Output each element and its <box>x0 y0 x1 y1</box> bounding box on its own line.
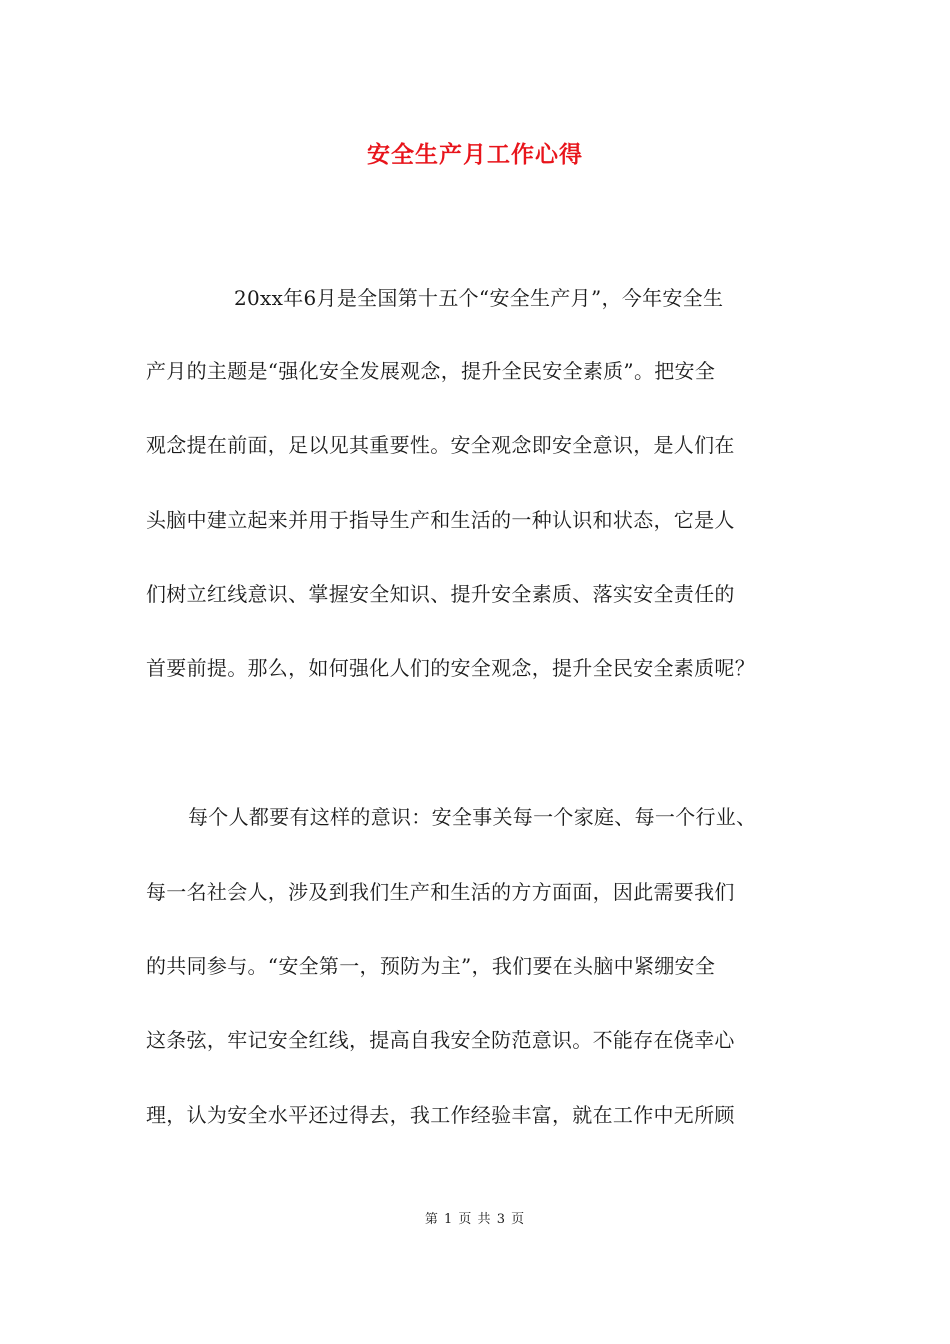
paragraph-1-line-3: 观念提在前面，足以见其重要性。安全观念即安全意识，是人们在 <box>146 433 735 457</box>
paragraph-2-line-5: 理，认为安全水平还过得去，我工作经验丰富，就在工作中无所顾 <box>146 1103 735 1127</box>
paragraph-2-line-3: 的共同参与。“安全第一，预防为主”，我们要在头脑中紧绷安全 <box>146 954 716 978</box>
paragraph-2-line-4: 这条弦，牢记安全红线，提高自我安全防范意识。不能存在侥幸心 <box>146 1028 735 1052</box>
paragraph-2-line-2: 每一名社会人，涉及到我们生产和生活的方方面面，因此需要我们 <box>146 880 735 904</box>
page-number-footer: 第 1 页 共 3 页 <box>424 1212 526 1227</box>
paragraph-1-line-6: 首要前提。那么，如何强化人们的安全观念，提升全民安全素质呢？ <box>146 656 755 680</box>
paragraph-1-line-5: 们树立红线意识、掌握安全知识、提升安全素质、落实安全责任的 <box>146 582 735 606</box>
paragraph-1-line-4: 头脑中建立起来并用于指导生产和生活的一种认识和状态，它是人 <box>146 508 735 532</box>
paragraph-1-line-1: 20xx年6月是全国第十五个“安全生产月”，今年安全生 <box>234 286 724 310</box>
document-title: 安全生产月工作心得 <box>367 141 583 168</box>
paragraph-1-line-2: 产月的主题是“强化安全发展观念，提升全民安全素质”。把安全 <box>146 359 716 383</box>
paragraph-2-line-1: 每个人都要有这样的意识：安全事关每一个家庭、每一个行业、 <box>188 805 757 829</box>
